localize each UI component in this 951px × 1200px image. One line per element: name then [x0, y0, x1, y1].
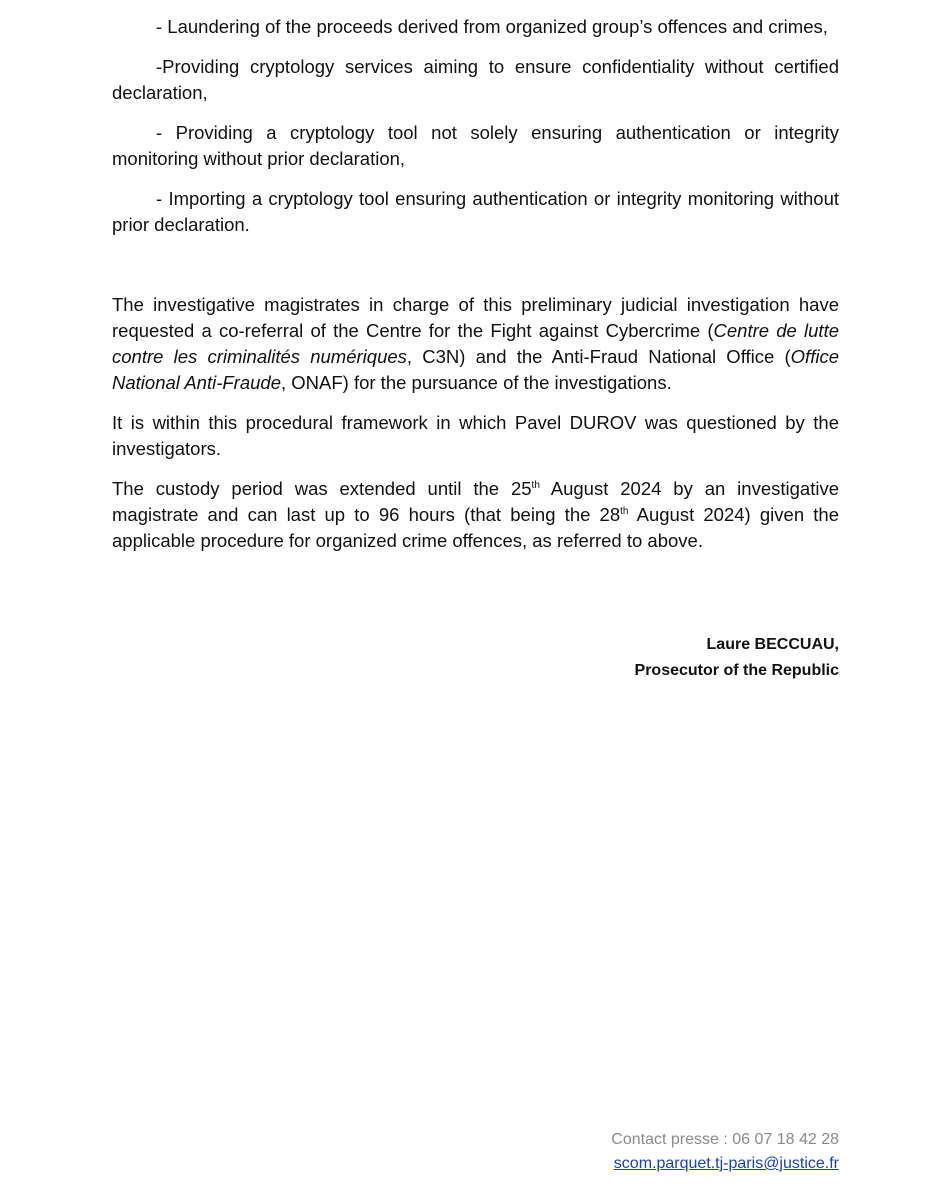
signature-name: Laure BECCUAU, [706, 636, 839, 653]
para1-before: The investigative magistrates in charge of this preliminary judicial investigation have requested a co-referral of the Centre for the Fight against Cybercrime ( [112, 294, 839, 341]
bullet-cryptology-services: -Providing cryptology services aiming to ensure confidentiality without certified declaration, [112, 56, 839, 103]
signature-title: Prosecutor of the Republic [634, 662, 839, 679]
para3-part2: August 2024 by an investigative magistrate and can last up to 96 hours (that being the 28 [112, 478, 839, 525]
paragraph-co-referral [112, 292, 839, 396]
para3-sup2: th [620, 505, 629, 517]
signature-block [635, 632, 839, 684]
bullet-laundering: - Laundering of the proceeds derived from organized group’s offences and crimes, [156, 16, 828, 37]
para3-sup1: th [531, 479, 540, 491]
email-link[interactable]: scom.parquet.tj-paris@justice.fr [613, 1155, 839, 1172]
para1-after: , ONAF) for the pursuance of the investigations. [280, 372, 672, 393]
para3-part3: August 2024) given the applicable procedure for organized crime offences, as referred to above. [112, 504, 839, 551]
contact-block [611, 1128, 839, 1176]
para1-mid: , C3N) and the Anti-Fraud National Office ( [406, 346, 791, 367]
para1-italic-onaf: Office National Anti-Fraude [112, 346, 839, 393]
bullet-cryptology-tool-importing: - Importing a cryptology tool ensuring authentication or integrity monitoring without prior declaration. [112, 188, 839, 235]
paragraph-questioned: It is within this procedural framework in which Pavel DUROV was questioned by the investigators. [112, 412, 839, 459]
bullet-cryptology-tool-providing: - Providing a cryptology tool not solely ensuring authentication or integrity monitoring without prior declaration, [112, 122, 839, 169]
press-contact: Contact presse : 06 07 18 42 28 [611, 1131, 839, 1148]
para3-part1: The custody period was extended until the 25 [112, 478, 532, 499]
para1-italic-c3n: Centre de lutte contre les criminalités numériques [112, 320, 839, 367]
paragraph-custody [112, 476, 839, 554]
document-body [112, 14, 839, 568]
